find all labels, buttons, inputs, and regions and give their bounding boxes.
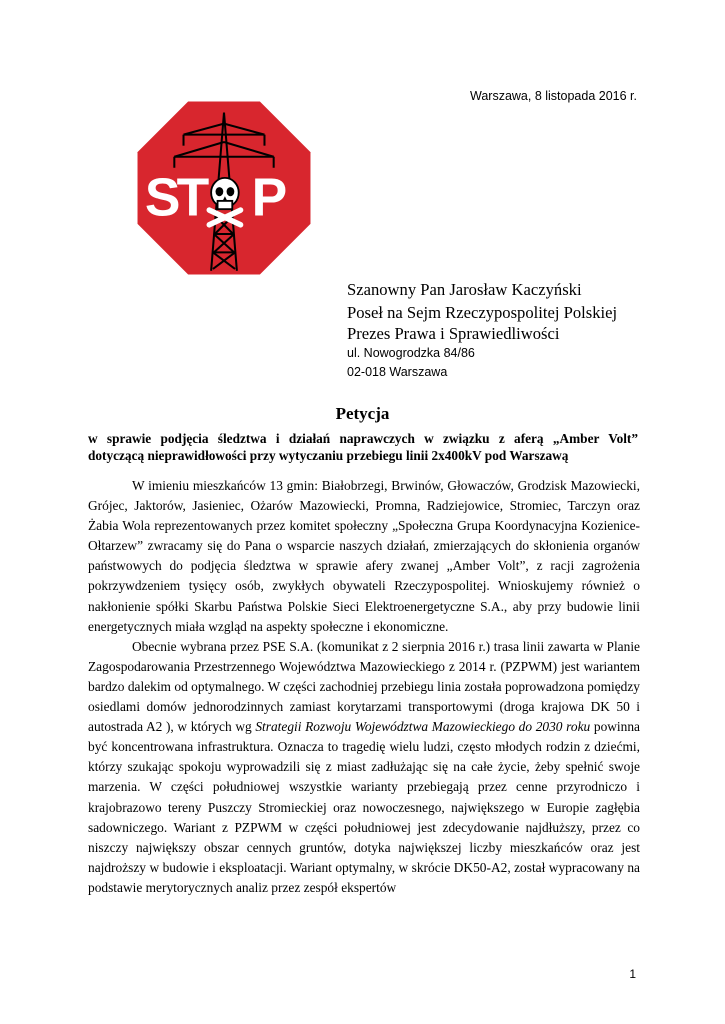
petition-body	[88, 476, 640, 898]
body-paragraph-1: W imieniu mieszkańców 13 gmin: Białobrzegi, Brwinów, Głowaczów, Grodzisk Mazowiecki, Grójec, Jaktorów, Jasieniec, Ożarów Mazowiecki, Promna, Radziejowice, Stromiec, Tarczyn oraz Żabia Wola reprezentowanych przez komitet społeczny „Społeczna Grupa Koordynacyjna Kozienice-Ołtarzew” zwracamy się do Pana o wsparcie naszych działań, zmierzających do skłonienia organów państwowych do podjęcia śledztwa w sprawie afery zwanej „Amber Volt”, z racji zagrożenia pokrzywdzeniem tysięcy osób, zwykłych obywateli Rzeczypospolitej. Wnioskujemy również o nakłonienie spółki Skarbu Państwa Polskie Sieci Elektroenergetyczne S.A., aby przy budowie linii energetycznych miała wzgląd na aspekty społeczne i ekonomiczne.	[88, 478, 640, 634]
body-paragraph-2-part-b: powinna być koncentrowana infrastruktura. Oznacza to tragedię wielu ludzi, często młodych rodzin z dziećmi, którzy szukając spokoju wyprowadzili się z miast zadłużając się na całe życie, żeby spełnić swoje marzenia. W części południowej wszystkie warianty przebiegają przez cenne przyrodniczo i krajobrazowo tereny Puszczy Stromieckiej oraz nowoczesnego, największego w Europie zagłębia sadowniczego. Wariant z PZPWM w części południowej jest zdecydowanie najdłuższy, przez co niszczy największy obszar cennych gruntów, dotyka największej liczby mieszkańców oraz jest najdroższy w budowie i eksploatacji. Wariant optymalny, w skrócie DK50-A2, został wypracowany na podstawie merytorycznych analiz przez zespół ekspertów	[88, 719, 640, 895]
page-number: 1	[629, 967, 636, 981]
strategy-document-title: Strategii Rozwoju Województwa Mazowieckiego do 2030 roku	[255, 719, 591, 735]
letter-date: Warszawa, 8 listopada 2016 r.	[470, 89, 637, 103]
petition-subtitle-line-2: dotyczącą nieprawidłowości przy wytyczaniu przebiegu linii 2x400kV pod Warszawą	[88, 448, 569, 463]
addressee-party-role: Prezes Prawa i Sprawiedliwości	[347, 324, 560, 343]
petition-subtitle-line-1: w sprawie podjęcia śledztwa i działań naprawczych w związku z aferą „Amber Volt”	[88, 431, 638, 446]
petition-subtitle	[88, 430, 638, 464]
addressee-street: ul. Nowogrodzka 84/86	[347, 346, 475, 360]
addressee-block	[347, 279, 617, 381]
body-paragraph-2-part-a: Obecnie wybrana przez PSE S.A. (komunikat z 2 sierpnia 2016 r.) trasa linii zawarta w Planie Zagospodarowania Przestrzennego Województwa Mazowieckiego z 2014 r. (PZPWM) jest wariantem bardzo dalekim od optymalnego. W części zachodniej przebiegu linia została poprowadzona pomiędzy osiedlami domów jednorodzinnych zamiast korytarzami transportowymi (droga krajowa DK 50 i autostrada A2 ), w których wg	[88, 638, 640, 735]
stop-word-right: P	[251, 168, 288, 228]
petition-title: Petycja	[335, 404, 390, 423]
addressee-position: Poseł na Sejm Rzeczypospolitej Polskiej	[347, 303, 618, 322]
addressee-city: 02-018 Warszawa	[347, 364, 448, 379]
body-paragraph-2	[88, 637, 640, 898]
addressee-salutation: Szanowny Pan Jarosław Kaczyński	[347, 280, 582, 299]
stop-word-left: ST	[144, 168, 210, 228]
stop-pylon-logo	[132, 96, 316, 280]
